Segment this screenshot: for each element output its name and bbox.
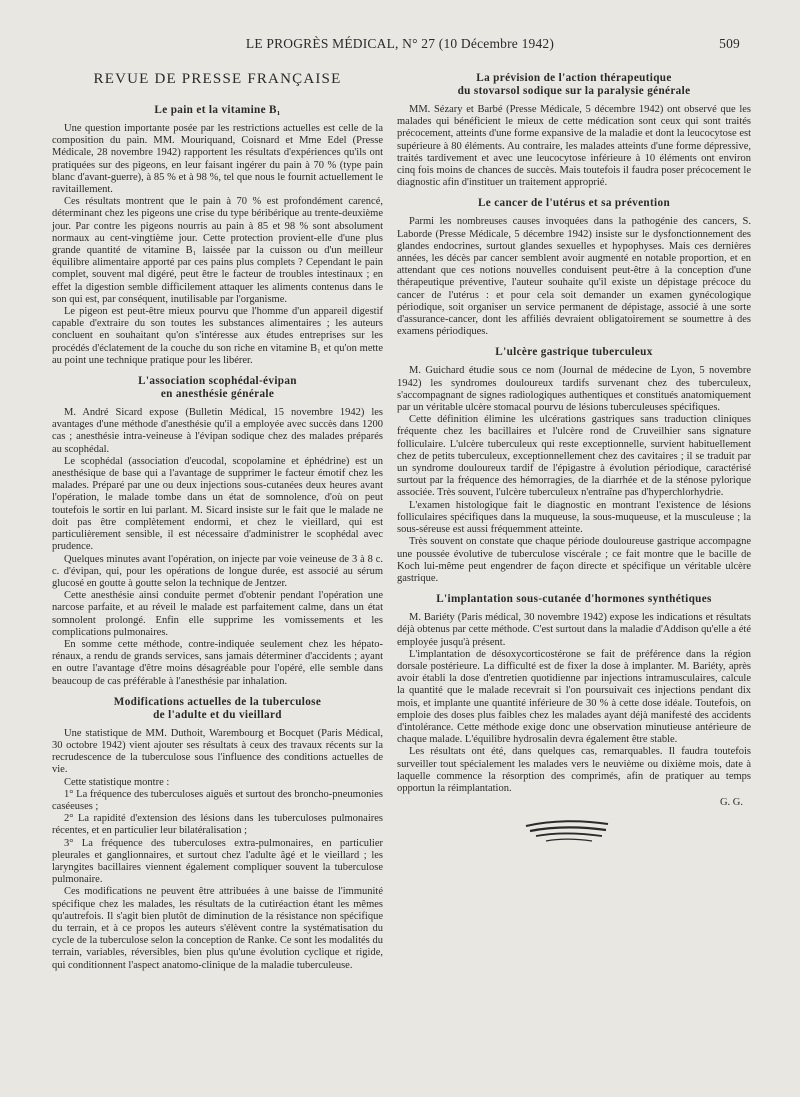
paragraph: Le pigeon est peut-être mieux pourvu que l'homme d'un appareil digestif capable d'extraire du son toutes les substances alimentaires ; les auteurs concluent en souhaitant qu'on s'intéresse aux études entreprises sur les procédés d'éclatement de la couche du son riche en vitamine B₁ et qu'on mette au point une technique pratique pour les libérer.	[52, 306, 383, 366]
article-title	[52, 696, 383, 722]
article-title-line: La prévision de l'action thérapeutique	[476, 72, 672, 84]
article-title	[52, 375, 383, 401]
paragraph: Les résultats ont été, dans quelques cas, remarquables. Il faudra toutefois surveiller tout spécialement les malades vers le neuvième ou dixième mois, date à laquelle commence la résorption des comprimés, afin de pratiquer au temps opportun la réimplantation.	[397, 746, 751, 794]
paragraph: MM. Sézary et Barbé (Presse Médicale, 5 décembre 1942) ont observé que les malades qui bénéficient le mieux de cette médication sont ceux qui sont traités précocement, atteints d'une forme expansive de la maladie et dont la leucocytose est supérieure à 80 éléments. Au contraire, les malades atteints d'une forme dépressive, traités tardivement et avec une leucocytose inférieure à 10 éléments ont environ cinq fois moins de chances de succès. Mais toutefois il faudra poser précocement le diagnostic afin d'instituer un traitement approprié.	[397, 104, 751, 189]
paragraph: Ces modifications ne peuvent être attribuées à une baisse de l'immunité spécifique chez les malades, les résultats de la cutiréaction étant les mêmes qu'autrefois. Il s'agit bien plutôt de diminution de la résistance non spécifique du terrain, et à ce propos les auteurs s'élèvent contre la systématisation du cycle de la tuberculose selon la conception de Ranke. Ce sont les modalités du terrain, variables, réversibles, bien plus qu'une évolution cyclique et rigide, qui conditionnent l'aspect anatomo-clinique de la maladie tuberculeuse.	[52, 886, 383, 971]
paragraph: Parmi les nombreuses causes invoquées dans la pathogénie des cancers, S. Laborde (Presse Médicale, 5 décembre 1942) insiste sur le dysfonctionnement des glandes endocrines, surtout glandes sexuelles et hypophyses. Mais ces dernières années, les décès par cancer semblent avoir augmenté en notable proportion, et en attendant que ces notions nouvelles conduisent peut-être à la conception d'une thérapeutique préventive, l'auteur souhaite qu'il existe un dépistage précoce du cancer de l'utérus : et pour cela soit demander un examen gynécologique périodique, soit organiser un service permanent de dépistage, associé à une sorte d'assurance-cancer, dont les affiliés devraient obligatoirement se soumettre à des examens périodiques.	[397, 216, 751, 338]
article-title: L'ulcère gastrique tuberculeux	[495, 346, 653, 359]
paragraph: 2° La rapidité d'extension des lésions dans les tuberculoses pulmonaires récentes, et en particulier leur bilatéralisation ;	[52, 813, 383, 837]
article-tuberculosis	[52, 696, 383, 972]
paragraph: Ces résultats montrent que le pain à 70 % est profondément carencé, déterminant chez les pigeons une crise du type béribérique au trente-deuxième jour. Par contre les pigeons nourris au pain à 85 et 98 % sont absolument normaux au cent-vingtième jour. Cette protection provient-elle d'une plus grande quantité de vitamine B₁ laissée par la cuisson ou d'un meilleur équilibre alimentaire apporté par ces pains plus complets ? Cependant le pain complet, souvent mal digéré, peut être le facteur de troubles intestinaux ; en effet la digestion semble difficilement attaquer les aliments contenus dans le son qui est, par conséquent, inutilisable par l'organisme.	[52, 196, 383, 305]
paragraph: Cette anesthésie ainsi conduite permet d'obtenir pendant l'opération une narcose parfaite, et au réveil le malade est parfaitement calme, dans un état somnolent prolongé. Enfin elle supprime les vomissements et les complications pulmonaires.	[52, 590, 383, 638]
article-title-line: Modifications actuelles de la tuberculose	[113, 695, 322, 708]
page-number: 509	[719, 36, 740, 51]
paragraph: Quelques minutes avant l'opération, on injecte par voie veineuse de 3 à 8 c. c. d'évipan, qui, pour les opérations de longue durée, est associé au sérum glucosé en goutte à goutte selon la technique de Jentzer.	[52, 553, 383, 589]
article-title-line: L'association scophédal-évipan	[138, 375, 297, 388]
paragraph: Cette définition élimine les ulcérations gastriques sans traduction cliniques fréquente chez les bacillaires et l'ulcère rond de Cruveilhier sans signature folliculaire. L'ulcère tuberculeux qui reste exceptionnelle, survient habituellement chez de petits tuberculeux, exceptionnellement chez des cavitaires ; il se traduit par un syndrome douloureux tardif de l'épigastre à évolution périodique, caractérisé surtout par la fréquence des hémorragies, de la diarrhée et de la sténose pylorique associée. Très souvent, l'ulcère tuberculeux n'entraîne pas d'hyperchlorhydrie.	[397, 414, 751, 499]
article-scophedal-evipan	[52, 375, 383, 688]
paragraph: M. André Sicard expose (Bulletin Médical, 15 novembre 1942) les avantages d'une méthode d'anesthésie qu'il a employée avec succès dans 1200 cas ; anesthésie intra-veineuse à l'évipan sodique chez des malades préparés au scophédal.	[52, 407, 383, 455]
article-uterine-cancer	[397, 197, 751, 338]
paragraph: Une question importante posée par les restrictions actuelles est celle de la composition du pain. MM. Mouriquand, Coisnard et Mme Edel (Presse Médicale, 28 novembre 1942) rapportent les résultats d'expériences qu'ils ont pratiquées sur des pigeons, en leur faisant ingérer du pain à 70 % (type pain blanc d'avant-guerre), à 85 % et à 98 %, tel que nous le fournit actuellement le ravitaillement.	[52, 123, 383, 196]
paragraph: L'examen histologique fait le diagnostic en montrant l'existence de lésions folliculaires spécifiques dans la muqueuse, la sous-muqueuse, et la musculeuse ; la sous-séreuse est aussi fréquemment atteinte.	[397, 499, 751, 536]
paragraph: Une statistique de MM. Duthoit, Warembourg et Bocquet (Paris Médical, 30 octobre 1942) vient ajouter ses résultats à ceux des travaux récents sur la recrudescence de la tuberculose sous l'influence des conditions actuelles de vie.	[52, 727, 383, 776]
author-signature: G. G.	[719, 797, 743, 809]
article-bread-vitamin	[52, 104, 383, 367]
paragraph: L'implantation de désoxycorticostérone se fait de préférence dans la région dorsale postérieure. La difficulté est de fixer la dose à implanter. M. Bariéty, après avoir établi la dose d'entretien quotidienne par injections intramusculaires, calcule la quantité que le malade recevrait si l'on poursuivait ces injections pendant dix mois, et implante une quantité inférieure de 30 % à cette dose idéale. Toutefois, on emploie des doses plus faibles chez les malades ayant déjà manifesté des accidents d'intolérance. Cette méthode exige donc une observation minutieuse antérieure de chaque malade. L'équilibre hydrosalin devra également être stable.	[397, 648, 751, 746]
running-head	[60, 36, 740, 56]
paragraph: Le scophédal (association d'eucodal, scopolamine et éphédrine) est un anesthésique de base qui a l'avantage de supprimer le facteur émotif chez les malades. Préparé par une ou deux injections sous-cutanées deux heures avant l'opération, le malade tombe dans un état de somnolence, d'où on peut toutefois le sortir en lui parlant. M. Sicard insiste sur le fait que le malade ne doit pas être complètement endormi, et chez le vieillard, qui est particulièrement sensible, il est nécessaire d'administrer le scophédal avec prudence.	[52, 455, 383, 553]
paragraph: Cette statistique montre :	[64, 776, 170, 788]
article-title: Le pain et la vitamine B₁	[154, 104, 281, 116]
journal-header-title: LE PROGRÈS MÉDICAL, N° 27 (10 Décembre 1942)	[245, 36, 555, 51]
section-heading: REVUE DE PRESSE FRANÇAISE	[93, 71, 342, 87]
article-gastric-ulcer	[397, 346, 751, 585]
paragraph: M. Guichard étudie sous ce nom (Journal de médecine de Lyon, 5 novembre 1942) les syndromes douloureux tardifs survenant chez des tuberculeux, s'accompagnant de signes radiologiques authentiques et constitués anatomiquement par un véritable ulcère stomacal pourvu de lésions tuberculeuses spécifiques.	[397, 365, 751, 414]
end-ornament-icon	[522, 816, 612, 846]
paragraph: 1° La fréquence des tuberculoses aiguës et surtout des broncho-pneumonies caséeuses ;	[52, 788, 383, 812]
paragraph: 3° La fréquence des tuberculoses extra-pulmonaires, en particulier pleurales et ganglionnaires, et surtout chez l'adulte âgé et le vieillard ; les laryngites bacillaires viennent également compliquer souvent la tuberculose pulmonaire.	[52, 837, 383, 886]
article-hormone-implantation	[397, 593, 751, 808]
article-title	[397, 72, 751, 98]
paragraph: En somme cette méthode, contre-indiquée seulement chez les hépato-rénaux, a rendu de grands services, sans jamais déterminer d'accidents ; ayant en outre l'avantage d'être moins désagréable pour l'opéré, elle semble dans beaucoup de cas préférable à l'anesthésie par inhalation.	[52, 638, 383, 687]
article-title-line: en anesthésie générale	[160, 388, 275, 401]
article-title: Le cancer de l'utérus et sa prévention	[477, 197, 671, 210]
article-title-line: du stovarsol sodique sur la paralysie générale	[457, 85, 691, 97]
paragraph: M. Bariéty (Paris médical, 30 novembre 1942) expose les indications et résultats déjà obtenus par cette méthode. C'est surtout dans la maladie d'Addison qu'elle a été employée jusqu'à présent.	[397, 612, 751, 648]
article-stovarsol	[397, 72, 751, 189]
article-title: L'implantation sous-cutanée d'hormones synthétiques	[436, 593, 712, 606]
right-column	[397, 66, 751, 846]
left-column	[52, 66, 383, 972]
article-title-line: de l'adulte et du vieillard	[153, 708, 282, 721]
paragraph: Très souvent on constate que chaque période douloureuse gastrique accompagne une poussée évolutive de tuberculose viscérale ; ce fait montre que le bacille de Koch lui-même peut engendrer de façon directe et spécifique un véritable ulcère gastrique.	[397, 536, 751, 584]
